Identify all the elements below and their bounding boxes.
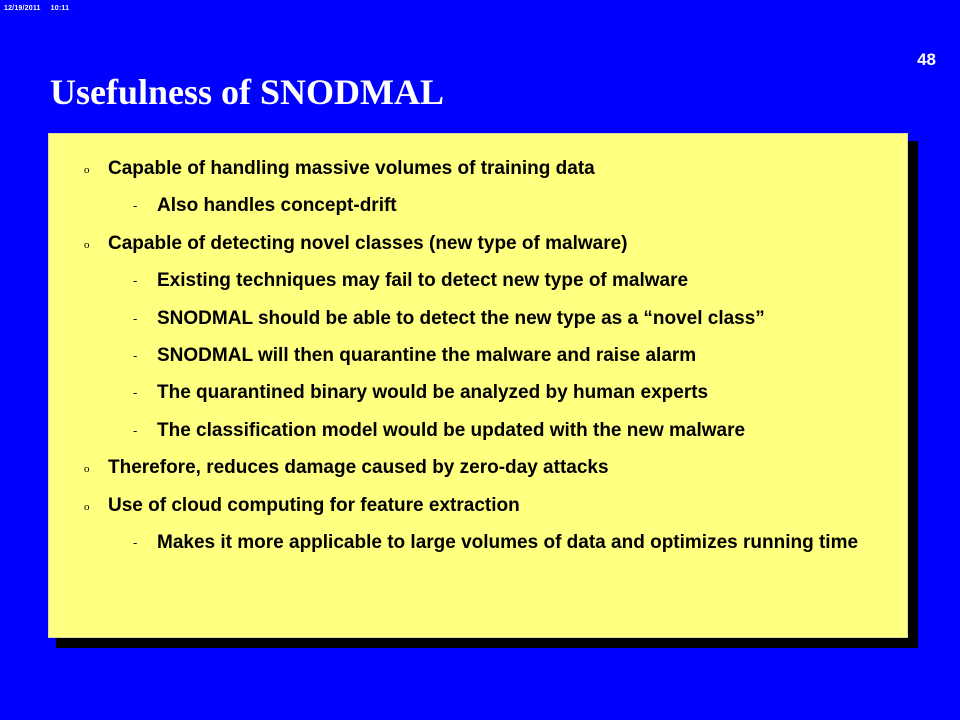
dash-bullet-icon: - bbox=[133, 310, 138, 326]
dash-bullet-icon: - bbox=[133, 385, 138, 401]
dash-bullet-icon: - bbox=[133, 198, 138, 214]
date-label: 12/19/2011 bbox=[4, 5, 41, 12]
content-panel bbox=[48, 133, 908, 638]
sub-bullet-text: SNODMAL will then quarantine the malware and raise alarm bbox=[157, 344, 697, 366]
dash-bullet-icon: - bbox=[133, 422, 138, 438]
sub-bullet-text: The classification model would be updated with the new malware bbox=[157, 419, 746, 441]
sub-bullet-text: Existing techniques may fail to detect new type of malware bbox=[157, 270, 689, 292]
time-label: 10:11 bbox=[50, 5, 70, 12]
sub-bullet-item bbox=[49, 378, 907, 408]
sub-bullet-item bbox=[49, 304, 907, 334]
bullet-item bbox=[49, 491, 907, 521]
sub-bullet-item bbox=[49, 416, 907, 446]
sub-bullet-text: Makes it more applicable to large volumes of data and optimizes running time bbox=[157, 531, 859, 553]
circle-bullet-icon: o bbox=[84, 164, 90, 176]
sub-bullet-item bbox=[49, 528, 907, 558]
date-time-stamp bbox=[4, 5, 69, 12]
dash-bullet-icon: - bbox=[133, 273, 138, 289]
bullet-text: Capable of detecting novel classes (new type of malware) bbox=[108, 232, 628, 254]
bullet-text: Therefore, reduces damage caused by zero-day attacks bbox=[108, 457, 609, 479]
sub-bullet-item bbox=[49, 191, 907, 221]
circle-bullet-icon: o bbox=[84, 238, 90, 251]
bullet-item bbox=[49, 154, 907, 184]
circle-bullet-icon: o bbox=[84, 463, 90, 476]
sub-bullet-text: The quarantined binary would be analyzed by human experts bbox=[157, 382, 709, 404]
sub-bullet-item bbox=[49, 266, 907, 296]
bullet-item bbox=[49, 229, 907, 259]
bullet-item bbox=[49, 453, 907, 483]
sub-bullet-item bbox=[49, 341, 907, 371]
slide-title: Usefulness of SNODMAL bbox=[50, 72, 445, 112]
circle-bullet-icon: o bbox=[84, 500, 90, 513]
bullet-text: Use of cloud computing for feature extraction bbox=[108, 494, 520, 516]
dash-bullet-icon: - bbox=[133, 347, 138, 363]
bullet-list bbox=[49, 154, 907, 565]
sub-bullet-text: SNODMAL should be able to detect the new type as a “novel class” bbox=[157, 307, 765, 329]
dash-bullet-icon: - bbox=[133, 534, 138, 550]
slide-number: 48 bbox=[917, 50, 936, 69]
sub-bullet-text: Also handles concept-drift bbox=[157, 195, 397, 217]
bullet-text: Capable of handling massive volumes of training data bbox=[108, 158, 595, 179]
